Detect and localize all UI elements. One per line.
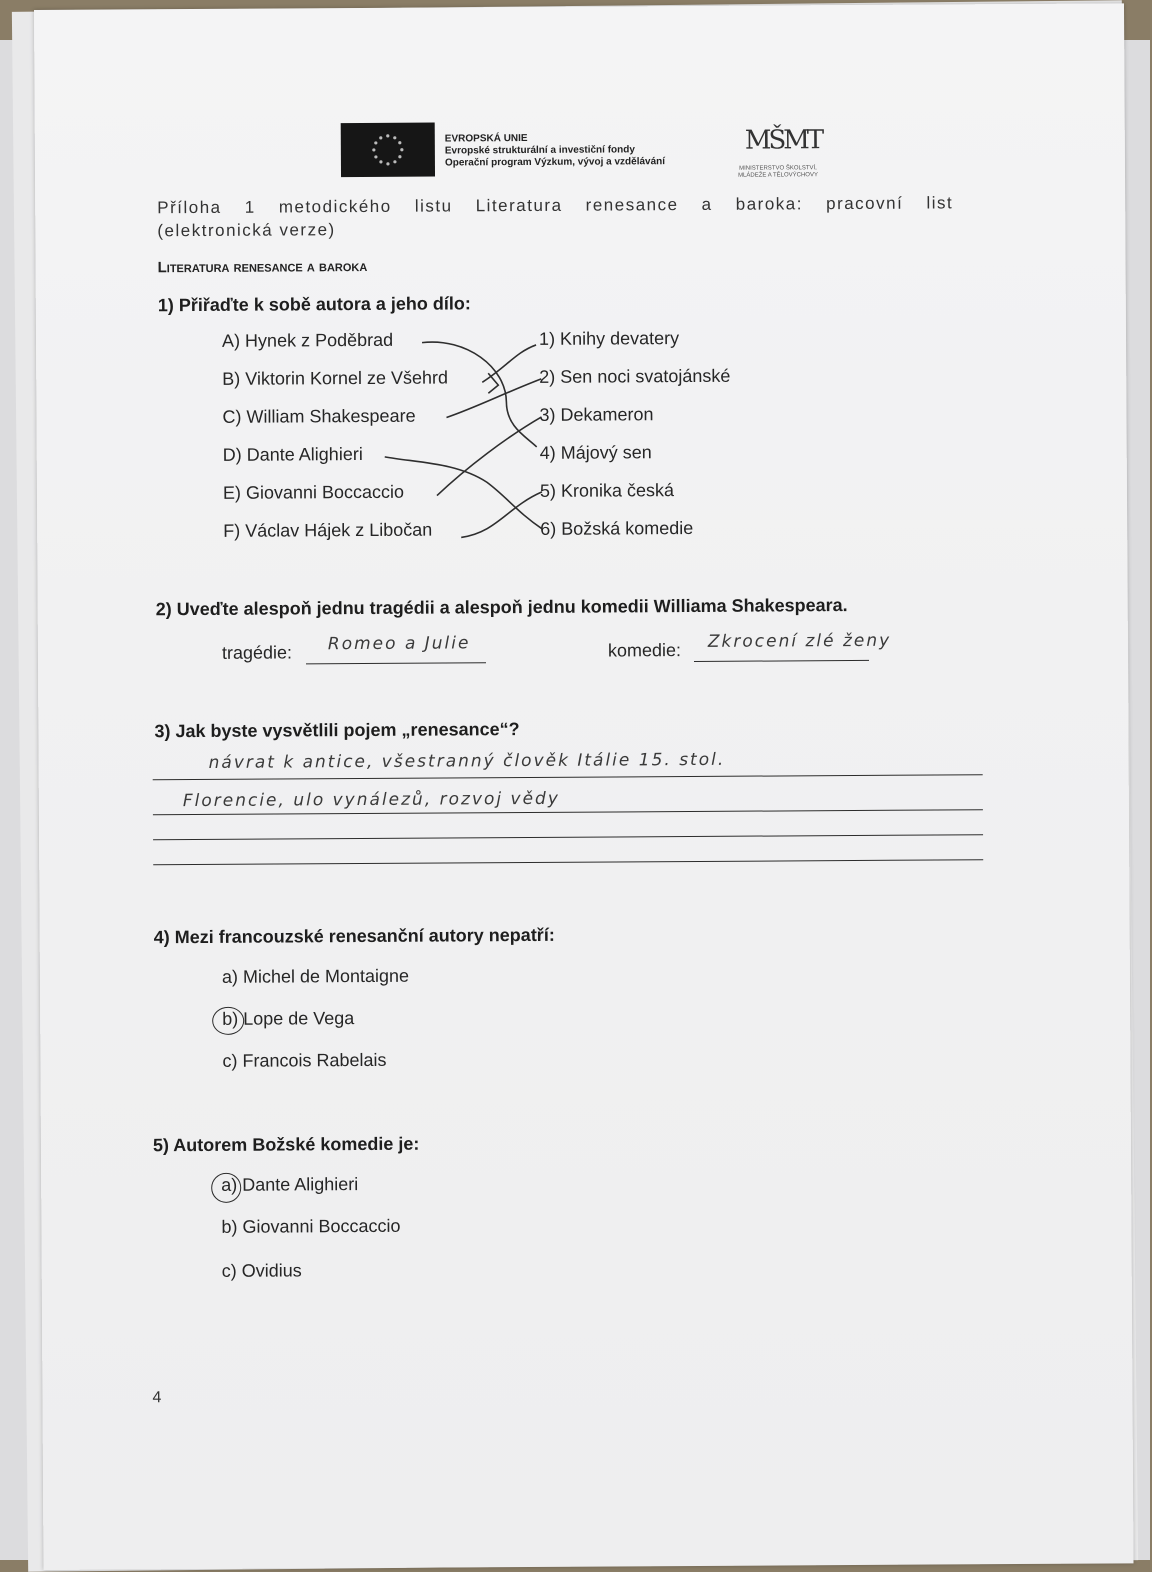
question-2: 2) Uveďte alespoň jednu tragédii a alespoň jednu komedii Williama Shakespeara. — [155, 595, 848, 620]
author-f: F) Václav Hájek z Libočan — [223, 519, 433, 541]
q4-option-b: b) Lope de Vega — [222, 1008, 355, 1029]
renaissance-answer-2: Florencie, ulo vynálezů, rozvoj vědy — [182, 788, 560, 812]
q5-option-a: a) Dante Alighieri — [221, 1174, 359, 1195]
comedy-label: komedie: — [607, 640, 682, 661]
match-line-b-arrow — [488, 373, 498, 393]
ministry-name-2: MLÁDEŽE A TĚLOVÝCHOVY — [738, 172, 818, 179]
tragedy-answer: Romeo a Julie — [327, 633, 471, 655]
comedy-answer: Zkrocení zlé ženy — [707, 630, 892, 652]
work-1: 1) Knihy devatery — [538, 328, 680, 349]
q4-option-c: c) Francois Rabelais — [222, 1049, 387, 1071]
q4-answer-circle — [212, 1007, 244, 1035]
work-4: 4) Májový sen — [539, 442, 652, 463]
q4-option-a: a) Michel de Montaigne — [221, 965, 410, 987]
question-3: 3) Jak byste vysvětlili pojem „renesance“? — [154, 719, 520, 742]
worksheet-title: Literatura renesance a baroka — [157, 257, 368, 277]
page-number: 4 — [152, 1389, 162, 1407]
ministry-name-1: MINISTERSTVO ŠKOLSTVÍ, — [739, 165, 817, 172]
q5-option-c: c) Ovidius — [221, 1260, 302, 1281]
match-line-d-6 — [385, 456, 542, 530]
msmt-logo: MŠMT — [744, 125, 822, 156]
eu-funds-text: Evropské strukturální a investiční fondy — [444, 144, 635, 157]
question-4: 4) Mezi francouzské renesanční autory nepatří: — [153, 924, 555, 948]
answer-line-1 — [153, 774, 983, 780]
eu-union-text: EVROPSKÁ UNIE — [444, 132, 528, 145]
author-e: E) Giovanni Boccaccio — [222, 481, 405, 503]
intro-line-2: (elektronická verze) — [157, 220, 336, 241]
work-3: 3) Dekameron — [539, 404, 654, 425]
tragedy-label: tragédie: — [221, 642, 293, 663]
answer-line-3 — [153, 834, 983, 840]
q5-answer-circle — [211, 1173, 241, 1203]
author-c: C) William Shakespeare — [222, 405, 416, 427]
q5-option-b: b) Giovanni Boccaccio — [221, 1215, 401, 1237]
matching-lines — [34, 3, 1128, 610]
match-line-c-2 — [446, 379, 541, 418]
worksheet-page — [34, 3, 1134, 1570]
eu-program-text: Operační program Výzkum, vývoj a vzdělávání — [444, 156, 666, 169]
tragedy-answer-line — [306, 662, 486, 664]
intro-line-1: Příloha 1 metodického listu Literatura renesance a baroka: pracovní list — [157, 193, 954, 218]
author-b: B) Viktorin Kornel ze Všehrd — [222, 367, 449, 389]
author-a: A) Hynek z Poděbrad — [221, 329, 394, 351]
answer-line-4 — [153, 859, 983, 865]
work-2: 2) Sen noci svatojánské — [539, 365, 731, 387]
work-5: 5) Kronika česká — [539, 480, 675, 501]
match-line-f-5 — [461, 492, 542, 537]
match-line-a-4 — [422, 341, 537, 447]
work-6: 6) Božská komedie — [540, 517, 694, 539]
comedy-answer-line — [694, 660, 869, 662]
renaissance-answer-1: návrat k antice, všestranný člověk Itálie 15. stol. — [208, 749, 726, 773]
question-5: 5) Autorem Božské komedie je: — [152, 1133, 420, 1156]
author-d: D) Dante Alighieri — [222, 444, 363, 465]
question-1: 1) Přiřaďte k sobě autora a jeho dílo: — [157, 293, 471, 316]
